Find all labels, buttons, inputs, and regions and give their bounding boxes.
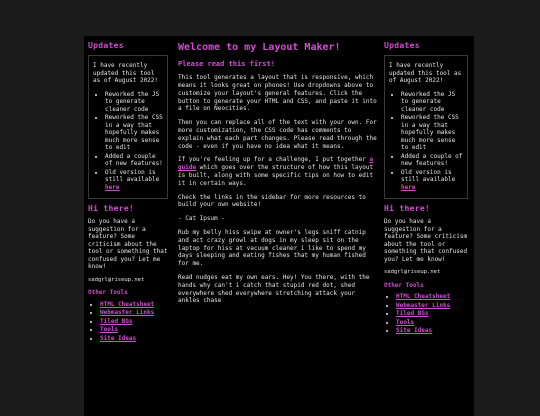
list-item-text: Old version is still available bbox=[401, 168, 456, 183]
cat-ipsum-heading: - Cat Ipsum - bbox=[178, 215, 225, 223]
right-hi-text: Do you have a suggestion for a feature? Some criticism about the tool or something that confused you? Let me know! bbox=[384, 218, 468, 263]
main-content bbox=[178, 36, 378, 311]
left-email: sadgrl@riseup.net bbox=[88, 276, 145, 283]
left-tools-list bbox=[88, 301, 168, 343]
list-item bbox=[396, 293, 468, 301]
cat-ipsum-paragraph-2: Read nudges eat my own ears. Hey! You there, with the hands why can't i catch that stupid red dot, shed everywhere shed everywhere stretching attack your ankles chase bbox=[178, 273, 370, 305]
tool-link-site-ideas[interactable]: Site Ideas bbox=[100, 334, 137, 342]
intro-paragraph: This tool generates a layout that is responsive, which means it looks great on phones! Use dropdowns above to customize your layout's general features. Click the button to generate your HTML and CSS, and paste it into a file on Neocities. bbox=[178, 74, 377, 113]
page-subtitle: Please read this first! bbox=[178, 59, 275, 68]
list-item bbox=[100, 318, 168, 326]
guide-paragraph bbox=[178, 156, 378, 187]
list-item bbox=[396, 310, 468, 318]
tool-link-site-ideas[interactable]: Site Ideas bbox=[396, 327, 433, 335]
old-version-link[interactable]: here bbox=[105, 183, 120, 191]
left-updates-box bbox=[88, 55, 168, 199]
list-item: • Reworked the JS to generate cleaner code bbox=[105, 91, 163, 114]
list-item: • Added a couple of new features! bbox=[105, 153, 163, 168]
list-item bbox=[396, 302, 468, 310]
list-item: • Reworked the JS to generate cleaner code bbox=[401, 91, 463, 114]
list-item bbox=[100, 301, 168, 309]
right-tools-list bbox=[384, 293, 468, 335]
list-item bbox=[100, 335, 168, 343]
tool-link-webmaster-links[interactable]: Webmaster Links bbox=[396, 301, 451, 309]
list-item bbox=[100, 326, 168, 334]
customization-paragraph: Then you can replace all of the text with your own. For more customization, the CSS code has comments to explain what each part changes. Please read through the code - even if you have no idea what it means. bbox=[178, 119, 377, 150]
left-sidebar bbox=[88, 36, 168, 343]
guide-text-before: If you're feeling up for a challenge, I put together bbox=[178, 156, 370, 164]
right-updates-text: I have recently updated this tool as of August 2022! bbox=[389, 62, 462, 84]
guide-link[interactable]: a guide bbox=[178, 156, 374, 172]
right-updates-box bbox=[384, 55, 468, 199]
list-item: • Reworked the CSS in a way that hopefully makes much more sense to edit bbox=[401, 114, 463, 152]
left-hi-title: Hi there! bbox=[88, 204, 135, 213]
left-updates-title: Updates bbox=[88, 41, 124, 50]
tool-link-html-cheatsheet[interactable]: HTML Cheatsheet bbox=[100, 300, 155, 308]
right-hi-title: Hi there! bbox=[384, 204, 431, 213]
tool-link-webmaster-links[interactable]: Webmaster Links bbox=[100, 309, 155, 317]
list-item bbox=[396, 327, 468, 335]
left-updates-text: I have recently updated this tool as of August 2022! bbox=[93, 62, 159, 84]
tool-link-tools[interactable]: Tools bbox=[100, 326, 119, 334]
list-item bbox=[100, 309, 168, 317]
right-updates-list bbox=[389, 91, 463, 192]
cat-ipsum-paragraph-1: Rub my belly hiss swipe at owner's legs sniff catnip and act crazy growl at dogs in my sleep sit on the laptop for hiss at vacuum cleaner i like to spend my days sleeping and eating fishes that my human fished for me. bbox=[178, 229, 366, 268]
right-updates-title: Updates bbox=[384, 41, 420, 50]
right-sidebar bbox=[384, 36, 468, 336]
list-item: • Reworked the CSS in a way that hopefully makes much more sense to edit bbox=[105, 114, 163, 152]
right-other-tools-title: Other Tools bbox=[384, 281, 424, 289]
list-item bbox=[401, 169, 463, 192]
right-email: sadgrl@riseup.net bbox=[384, 269, 441, 275]
list-item: • Added a couple of new features! bbox=[401, 153, 463, 168]
list-item bbox=[396, 319, 468, 327]
layout-preview bbox=[84, 36, 474, 416]
left-other-tools-title: Other Tools bbox=[88, 289, 128, 297]
tool-link-html-cheatsheet[interactable]: HTML Cheatsheet bbox=[396, 293, 451, 301]
tool-link-tiled-bgs[interactable]: Tiled BGs bbox=[100, 317, 133, 325]
page-title: Welcome to my Layout Maker! bbox=[178, 42, 341, 53]
tool-link-tiled-bgs[interactable]: Tiled BGs bbox=[396, 310, 429, 318]
left-updates-list bbox=[93, 91, 163, 192]
list-item bbox=[105, 169, 163, 192]
list-item-text: Old version is still available bbox=[105, 168, 160, 183]
old-version-link[interactable]: here bbox=[401, 183, 416, 191]
sidebar-hint-paragraph: Check the links in the sidebar for more resources to build your own website! bbox=[178, 193, 366, 209]
guide-text-after: which goes over the structure of how this layout is built, along with some specific tips on how to edit it in certain ways. bbox=[178, 164, 374, 187]
tool-link-tools[interactable]: Tools bbox=[396, 318, 415, 326]
left-hi-text: Do you have a suggestion for a feature? Some criticism about the tool or something that confused you? Let me know! bbox=[88, 218, 168, 270]
